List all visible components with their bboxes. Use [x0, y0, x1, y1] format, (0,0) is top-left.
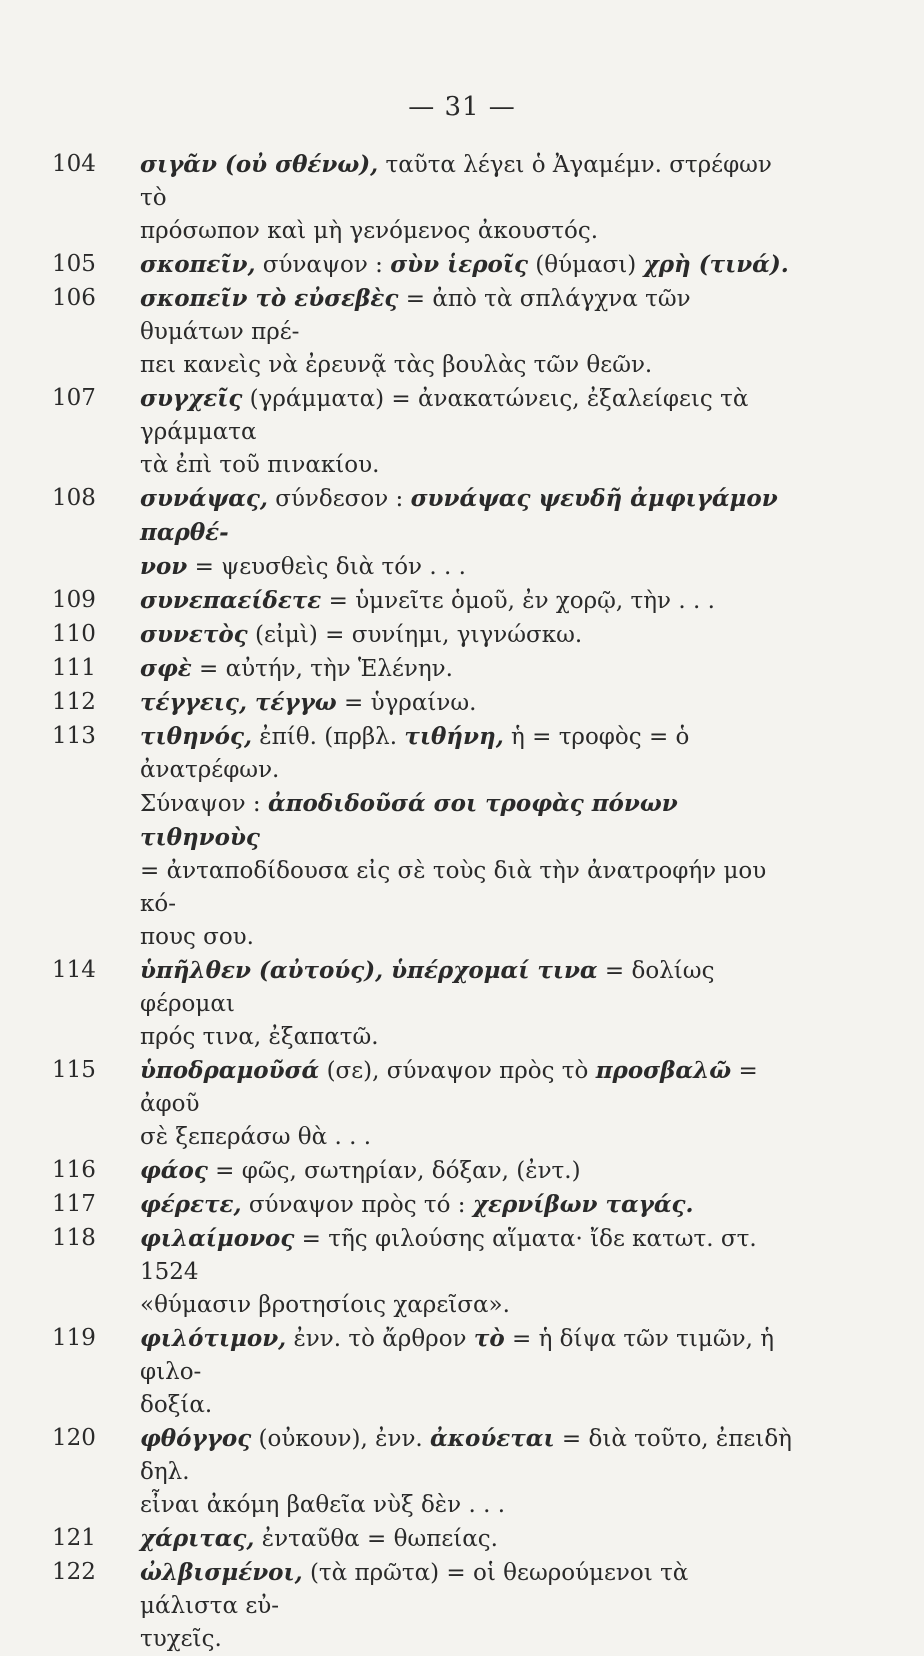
entry-text [140, 686, 792, 720]
entry-lemma: ὠλβισμένοι, [140, 1559, 303, 1586]
entry-gloss: σύνδεσον : [267, 486, 411, 512]
entry-lemma: σὺν ἱεροῖς [390, 251, 528, 278]
entry-gloss: = ψευσθεὶς διὰ τόν . . . [187, 554, 466, 580]
entry-number: 115 [52, 1057, 96, 1083]
glossary-entry [52, 954, 792, 1054]
entry-gloss: πους σου. [140, 924, 254, 950]
entry-number: 110 [52, 621, 96, 647]
entry-gloss: δοξία. [140, 1392, 213, 1418]
glossary-entry [52, 1522, 792, 1556]
glossary-entry [52, 652, 792, 686]
entry-lemma: προσβαλῶ [595, 1057, 732, 1084]
entry-text [140, 248, 792, 282]
entry-number: 120 [52, 1425, 96, 1451]
entry-number: 109 [52, 587, 96, 613]
entry-number: 104 [52, 151, 96, 177]
glossary-entry [52, 1322, 792, 1422]
glossary-entry [52, 720, 792, 954]
entry-gloss: = δολίως φέρομαι [140, 958, 715, 1017]
entry-text [140, 148, 792, 248]
entry-text [140, 584, 792, 618]
entry-number: 121 [52, 1525, 96, 1551]
entry-gloss: ἐνν. τὸ ἄρθρον [286, 1326, 474, 1352]
glossary-entries [52, 148, 792, 1656]
entry-number: 107 [52, 385, 96, 411]
entry-gloss: ἐνταῦθα = θωπείας. [254, 1526, 498, 1552]
entry-gloss: ἡ = τροφὸς = ὁ ἀνατρέφων. [140, 724, 690, 783]
entry-gloss: ἐπίθ. (πρβλ. [251, 724, 405, 750]
entry-number: 119 [52, 1325, 96, 1351]
entry-number: 108 [52, 485, 96, 511]
entry-text [140, 382, 792, 482]
entry-text [140, 954, 792, 1054]
entry-gloss: = ἡ δίψα τῶν τιμῶν, ἡ φιλο- [140, 1326, 775, 1385]
entry-text [140, 1322, 792, 1422]
entry-lemma: φιλότιμον, [140, 1325, 287, 1352]
entry-text [140, 1556, 792, 1656]
entry-gloss: πρόσωπον καὶ μὴ γενόμενος ἀκουστός. [140, 218, 599, 244]
entry-number: 116 [52, 1157, 96, 1183]
glossary-entry [52, 382, 792, 482]
entry-gloss: σύναψον : [255, 252, 391, 278]
entry-lemma: ἀποδιδοῦσά σοι τροφὰς πόνων τιθηνοὺς [140, 790, 678, 851]
entry-number: 111 [52, 655, 96, 681]
glossary-entry [52, 618, 792, 652]
entry-gloss: = ἀπὸ τὰ σπλάγχνα τῶν θυμάτων πρέ- [140, 286, 691, 345]
entry-text [140, 282, 792, 382]
entry-gloss: τὰ ἐπὶ τοῦ πινακίου. [140, 452, 380, 478]
entry-lemma: φέρετε, [140, 1191, 242, 1218]
entry-gloss: = τῆς φιλούσης αἵματα· ἴδε κατωτ. στ. 1524 [140, 1226, 757, 1285]
glossary-entry [52, 1154, 792, 1188]
entry-lemma: νον [140, 553, 188, 580]
glossary-entry [52, 248, 792, 282]
entry-lemma: συνετὸς [140, 621, 248, 648]
entry-lemma: τέγγεις, τέγγω [140, 689, 337, 716]
entry-lemma: χερνίβων ταγάς. [472, 1191, 694, 1218]
entry-gloss: = φῶς, σωτηρίαν, δόξαν, (ἐντ.) [207, 1158, 581, 1184]
entry-gloss: (τὰ πρῶτα) = οἱ θεωρούμενοι τὰ μάλιστα εὐ- [140, 1560, 689, 1619]
entry-gloss: σύναψον πρὸς τό : [241, 1192, 473, 1218]
entry-gloss: πει κανεὶς νὰ ἐρευνᾷ τὰς βουλὰς τῶν θεῶν. [140, 352, 653, 378]
entry-lemma: συγχεῖς [140, 385, 243, 412]
entry-text [140, 652, 792, 686]
entry-text [140, 618, 792, 652]
entry-lemma: χρὴ (τινά). [643, 251, 789, 278]
entry-lemma: σκοπεῖν, [140, 251, 256, 278]
glossary-entry [52, 282, 792, 382]
entry-gloss: τυχεῖς. [140, 1626, 222, 1652]
entry-lemma: φάος [140, 1157, 208, 1184]
entry-number: 118 [52, 1225, 96, 1251]
entry-number: 105 [52, 251, 96, 277]
entry-gloss: πρός τινα, ἐξαπατῶ. [140, 1024, 379, 1050]
glossary-entry [52, 1422, 792, 1522]
entry-lemma: σκοπεῖν τὸ εὐσεβὲς [140, 285, 399, 312]
glossary-entry [52, 1556, 792, 1656]
entry-number: 117 [52, 1191, 96, 1217]
entry-lemma: συνάψας, [140, 485, 268, 512]
entry-gloss: = ἀφοῦ [140, 1058, 758, 1117]
entry-lemma: συνάψας ψευδῆ ἀμφιγάμον παρθέ- [140, 485, 778, 546]
entry-gloss: (θύμασι) [527, 252, 644, 278]
entry-gloss: ταῦτα λέγει ὁ Ἀγαμέμν. στρέφων τὸ [140, 152, 772, 211]
glossary-entry [52, 482, 792, 584]
entry-lemma: φιλαίμονος [140, 1225, 295, 1252]
entry-gloss: (εἰμὶ) = συνίημι, γιγνώσκω. [247, 622, 583, 648]
entry-gloss: (σε), σύναψον πρὸς τὸ [319, 1058, 596, 1084]
entry-lemma: φθόγγος [140, 1425, 252, 1452]
entry-gloss: = ἀνταποδίδουσα εἰς σὲ τοὺς διὰ τὴν ἀνατροφήν μου κό- [140, 858, 767, 917]
glossary-entry [52, 1188, 792, 1222]
entry-gloss: Σύναψον : [140, 791, 268, 817]
entry-number: 112 [52, 689, 96, 715]
glossary-entry [52, 1222, 792, 1322]
glossary-entry [52, 148, 792, 248]
entry-text [140, 482, 792, 584]
glossary-entry [52, 686, 792, 720]
entry-lemma: χάριτας, [140, 1525, 255, 1552]
entry-lemma: ἀκούεται [430, 1425, 555, 1452]
entry-text [140, 1422, 792, 1522]
entry-lemma: σιγᾶν (οὐ σθένω), [140, 151, 379, 178]
entry-gloss: = διὰ τοῦτο, ἐπειδὴ δηλ. [140, 1426, 792, 1485]
entry-lemma: ὑποδραμοῦσά [140, 1057, 320, 1084]
entry-gloss: σὲ ξεπεράσω θὰ . . . [140, 1124, 372, 1150]
entry-gloss: εἶναι ἀκόμη βαθεῖα νὺξ δὲν . . . [140, 1492, 506, 1518]
entry-number: 106 [52, 285, 96, 311]
entry-lemma: τιθήνη, [404, 723, 504, 750]
glossary-entry [52, 584, 792, 618]
entry-gloss: (οὐκουν), ἐνν. [251, 1426, 431, 1452]
entry-lemma: τιθηνός, [140, 723, 252, 750]
entry-gloss: = αὐτήν, τὴν Ἑλένην. [191, 656, 453, 682]
entry-text [140, 1188, 792, 1222]
entry-lemma: σφὲ [140, 655, 192, 682]
entry-text [140, 720, 792, 954]
entry-number: 114 [52, 957, 96, 983]
entry-number: 113 [52, 723, 96, 749]
entry-gloss: = ὑγραίνω. [336, 690, 477, 716]
entry-number: 122 [52, 1559, 96, 1585]
entry-lemma: συνεπαείδετε [140, 587, 322, 614]
entry-text [140, 1222, 792, 1322]
entry-gloss: = ὑμνεῖτε ὁμοῦ, ἐν χορῷ, τὴν . . . [321, 588, 715, 614]
entry-gloss: (γράμματα) = ἀνακατώνεις, ἐξαλείφεις τὰ γράμματα [140, 386, 749, 445]
entry-lemma: ὑπῆλθεν (αὐτούς), ὑπέρχομαί τινα [140, 957, 598, 984]
entry-lemma: τὸ [473, 1325, 505, 1352]
entry-text [140, 1054, 792, 1154]
glossary-entry [52, 1054, 792, 1154]
entry-gloss: «θύμασιν βροτησίοις χαρεῖσα». [140, 1292, 510, 1318]
page-number: — 31 — [408, 92, 516, 122]
entry-text [140, 1522, 792, 1556]
entry-text [140, 1154, 792, 1188]
